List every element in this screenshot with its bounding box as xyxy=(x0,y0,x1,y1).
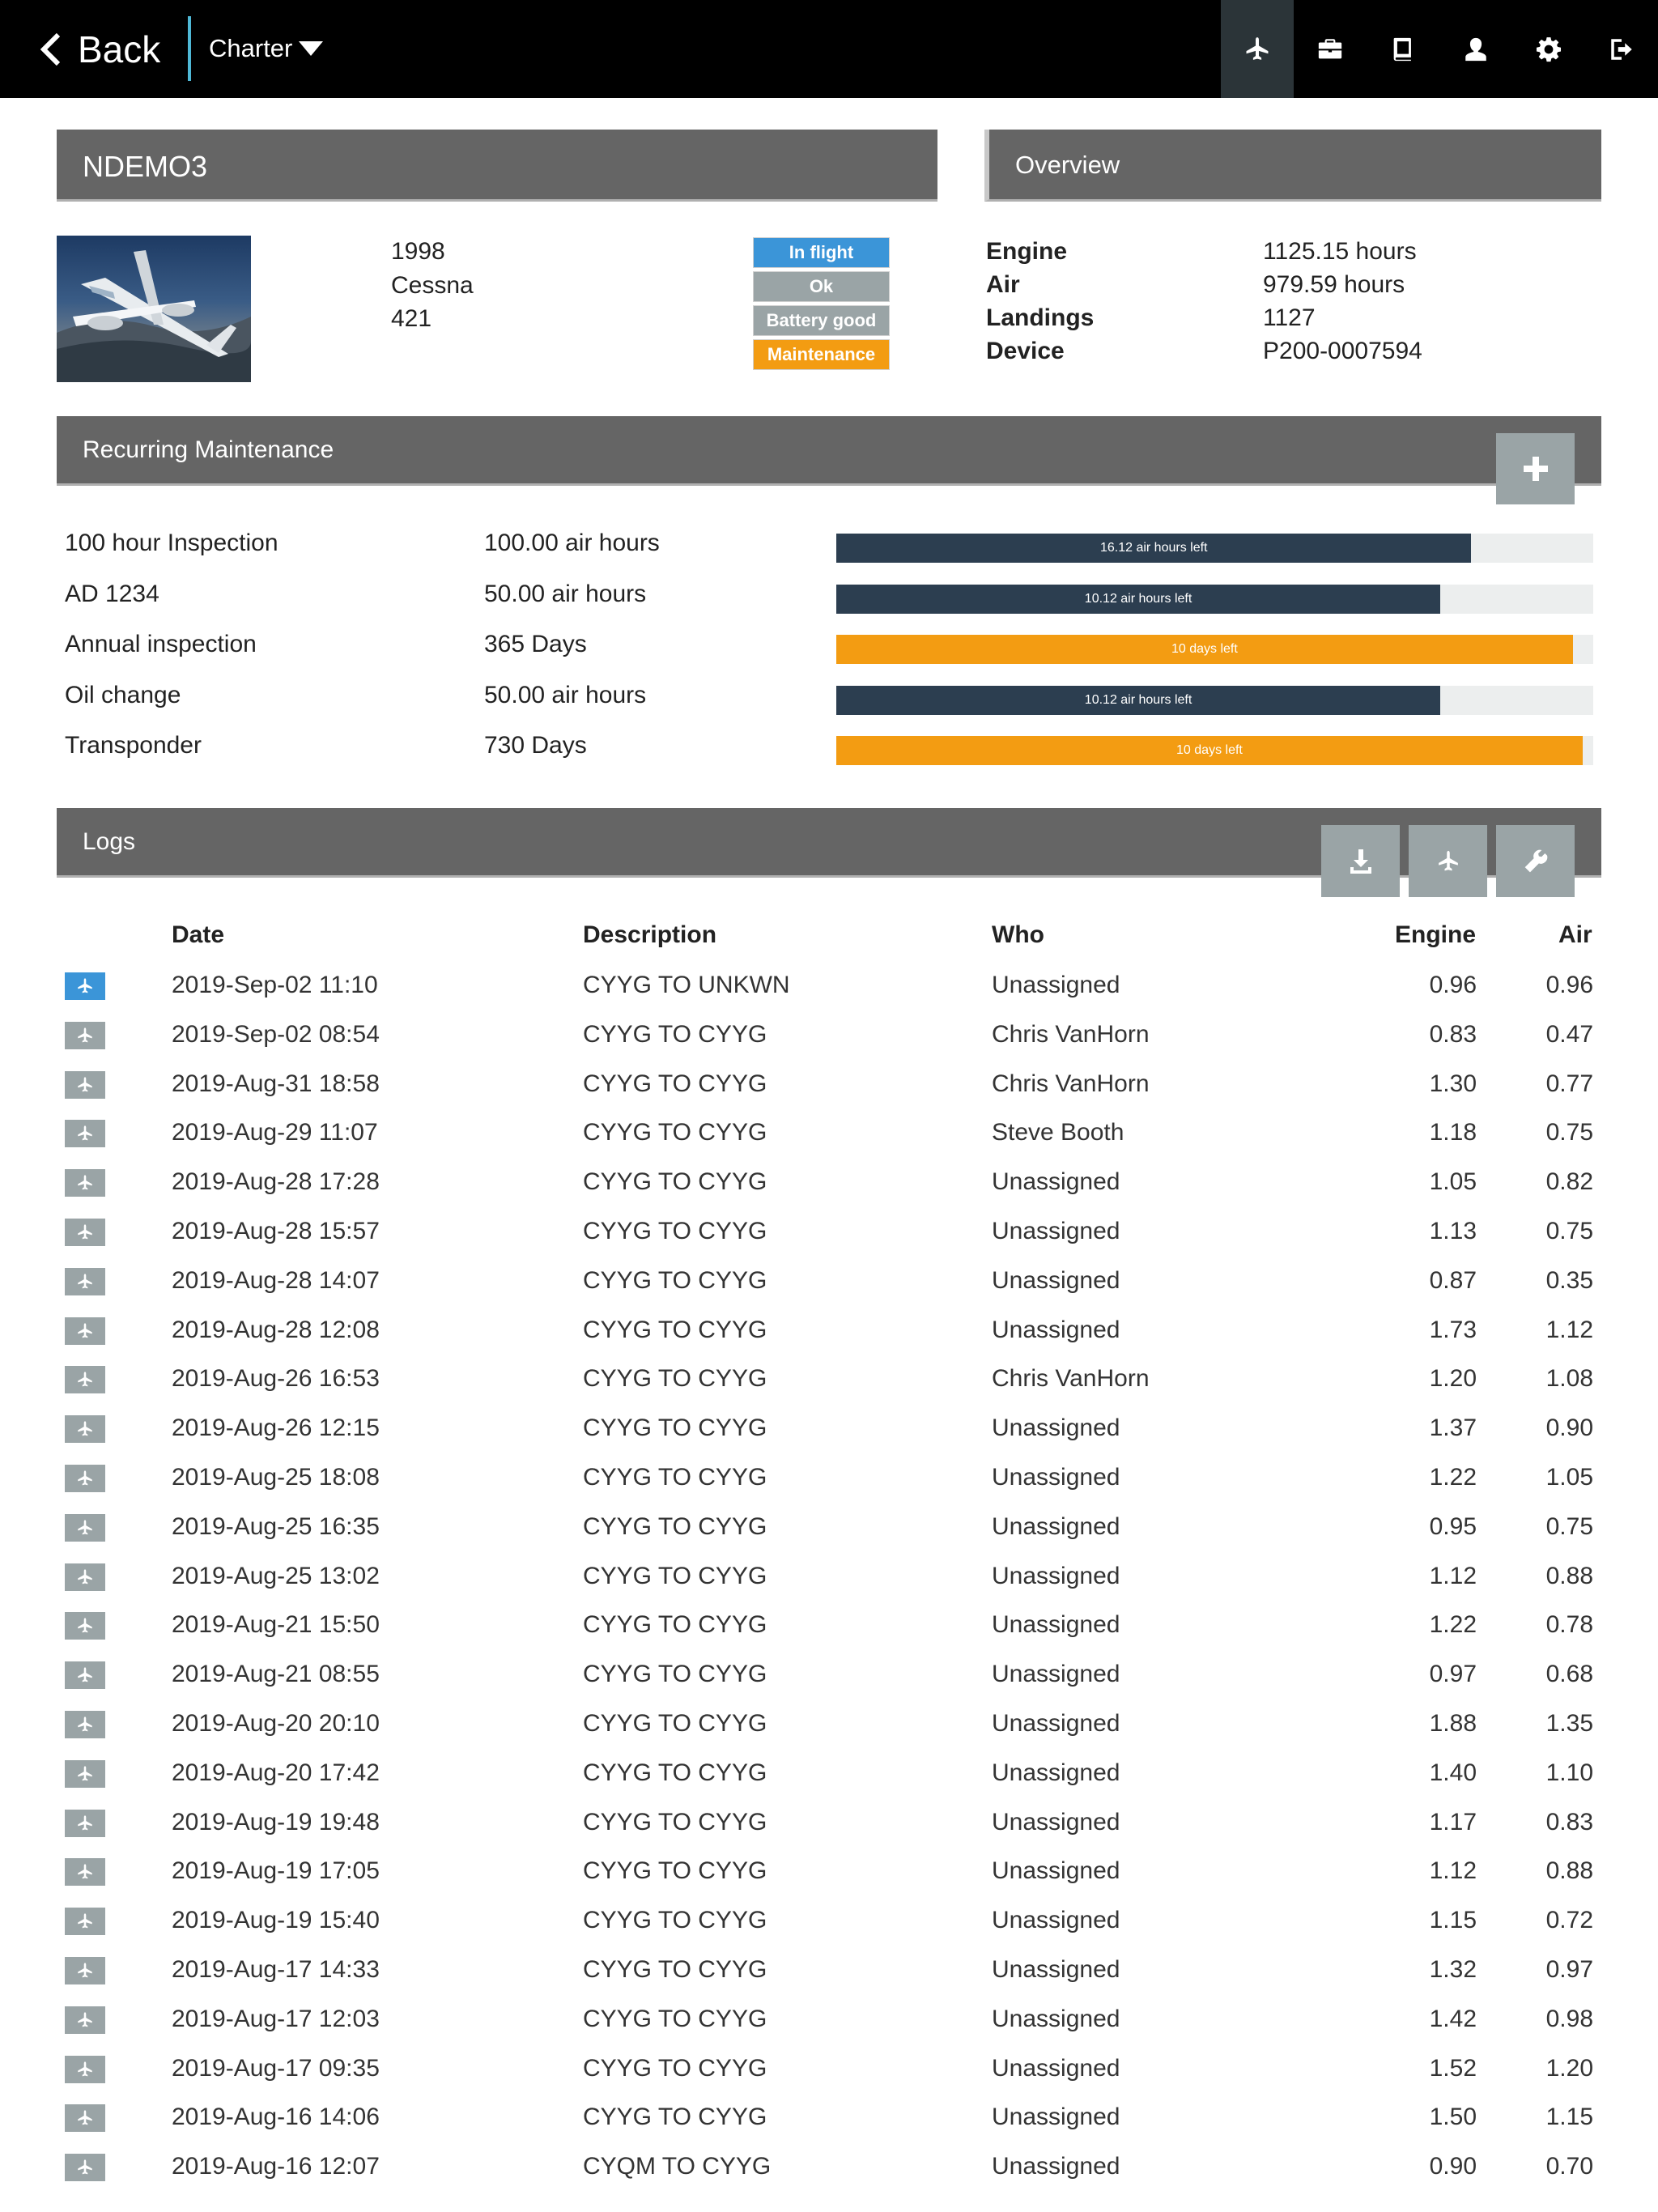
log-air: 1.20 xyxy=(1545,2054,1593,2082)
overview-value: 979.59 hours xyxy=(1263,271,1405,298)
log-air: 0.96 xyxy=(1545,972,1593,998)
airplane-icon xyxy=(76,1912,94,1930)
log-who: Unassigned xyxy=(992,2054,1120,2082)
log-engine: 1.30 xyxy=(1429,1070,1477,1097)
flight-log-button[interactable] xyxy=(65,1169,105,1197)
log-engine: 1.50 xyxy=(1429,2104,1477,2131)
airplane-icon xyxy=(76,1273,94,1291)
table-row[interactable] xyxy=(0,1651,1658,1700)
log-air: 0.90 xyxy=(1545,1414,1593,1442)
log-description: CYYG TO CYYG xyxy=(583,1661,767,1688)
flight-log-button[interactable] xyxy=(65,1661,105,1689)
maintenance-item-interval: 100.00 air hours xyxy=(484,530,660,556)
log-description: CYYG TO CYYG xyxy=(583,1512,767,1540)
log-air: 0.78 xyxy=(1545,1611,1593,1639)
airplane-icon xyxy=(76,1174,94,1192)
charter-dropdown[interactable] xyxy=(209,32,323,65)
table-row[interactable] xyxy=(0,1454,1658,1504)
table-row[interactable] xyxy=(0,2045,1658,2095)
wrench-icon xyxy=(1523,849,1549,874)
flight-log-button[interactable] xyxy=(65,1268,105,1295)
log-engine: 1.73 xyxy=(1429,1316,1477,1343)
table-row[interactable] xyxy=(0,1700,1658,1750)
maintenance-item-name[interactable]: AD 1234 xyxy=(65,580,159,607)
flight-log-button[interactable] xyxy=(65,1858,105,1886)
log-date: 2019-Aug-17 09:35 xyxy=(172,2054,380,2082)
log-date: 2019-Aug-20 20:10 xyxy=(172,1710,380,1737)
log-engine: 1.42 xyxy=(1429,2005,1477,2032)
maintenance-item-name[interactable]: Annual inspection xyxy=(65,631,257,657)
nav-book-button[interactable] xyxy=(1367,0,1439,98)
log-date: 2019-Aug-20 17:42 xyxy=(172,1759,380,1786)
log-engine: 1.18 xyxy=(1429,1119,1477,1146)
log-date: 2019-Aug-21 15:50 xyxy=(172,1611,380,1639)
log-air: 0.75 xyxy=(1545,1218,1593,1244)
flight-log-button[interactable] xyxy=(65,1563,105,1591)
aircraft-model: 421 xyxy=(391,305,432,332)
log-engine: 0.87 xyxy=(1429,1266,1477,1294)
flight-log-button[interactable] xyxy=(65,2154,105,2181)
table-row[interactable] xyxy=(0,1109,1658,1159)
airplane-icon xyxy=(76,1076,94,1094)
maintenance-item-name[interactable]: 100 hour Inspection xyxy=(65,530,278,556)
log-engine: 1.52 xyxy=(1429,2054,1477,2082)
charter-dropdown-label: Charter xyxy=(209,34,293,62)
log-air: 0.35 xyxy=(1545,1266,1593,1294)
log-who: Unassigned xyxy=(992,1464,1120,1491)
log-description: CYYG TO CYYG xyxy=(583,1266,767,1294)
table-row[interactable] xyxy=(0,1257,1658,1307)
overview-label: Engine xyxy=(986,238,1068,265)
log-engine: 1.40 xyxy=(1429,1759,1477,1786)
maintenance-header xyxy=(57,416,1601,486)
log-date: 2019-Sep-02 11:10 xyxy=(172,972,378,998)
log-who: Unassigned xyxy=(992,2104,1120,2131)
logs-title: Logs xyxy=(83,828,136,855)
back-button[interactable] xyxy=(40,26,160,73)
plus-icon xyxy=(1524,457,1548,481)
table-row[interactable] xyxy=(0,1159,1658,1208)
log-date: 2019-Aug-17 14:33 xyxy=(172,1956,380,1983)
flight-log-button[interactable] xyxy=(65,1957,105,1984)
log-date: 2019-Aug-25 18:08 xyxy=(172,1464,380,1491)
log-date: 2019-Aug-26 12:15 xyxy=(172,1414,380,1442)
caret-down-icon xyxy=(299,41,323,56)
log-air: 0.75 xyxy=(1545,1512,1593,1540)
log-who: Steve Booth xyxy=(992,1119,1124,1146)
logout-icon xyxy=(1608,36,1635,63)
log-air: 1.35 xyxy=(1545,1710,1593,1737)
log-who: Unassigned xyxy=(992,1759,1120,1786)
table-row[interactable] xyxy=(0,1011,1658,1061)
table-row[interactable] xyxy=(0,2094,1658,2143)
log-air: 0.72 xyxy=(1545,1907,1593,1934)
airplane-illustration xyxy=(57,236,251,382)
log-description: CYYG TO CYYG xyxy=(583,1414,767,1442)
col-engine[interactable]: Engine xyxy=(1395,921,1477,948)
aircraft-tail-number: NDEMO3 xyxy=(83,150,208,183)
airplane-icon xyxy=(76,1322,94,1340)
maintenance-progress-bar xyxy=(836,686,1593,715)
log-description: CYYG TO CYYG xyxy=(583,1119,767,1146)
airplane-icon xyxy=(76,2061,94,2078)
log-who: Unassigned xyxy=(992,1218,1120,1244)
airplane-icon xyxy=(1436,849,1460,874)
airplane-icon xyxy=(76,977,94,995)
log-description: CYYG TO UNKWN xyxy=(583,972,790,998)
maintenance-progress-bar xyxy=(836,736,1593,765)
flight-log-button[interactable] xyxy=(65,2006,105,2034)
col-description[interactable]: Description xyxy=(583,921,717,948)
airplane-icon xyxy=(76,1470,94,1487)
table-row[interactable] xyxy=(0,1504,1658,1553)
log-who: Chris VanHorn xyxy=(992,1020,1150,1048)
maintenance-progress-bar xyxy=(836,635,1593,664)
log-air: 1.15 xyxy=(1545,2104,1593,2131)
log-date: 2019-Aug-28 17:28 xyxy=(172,1168,380,1196)
flight-log-button[interactable] xyxy=(65,1465,105,1492)
log-date: 2019-Aug-29 11:07 xyxy=(172,1119,378,1146)
airplane-icon xyxy=(76,1863,94,1881)
log-air: 0.82 xyxy=(1545,1168,1593,1196)
flight-log-button[interactable] xyxy=(65,1711,105,1738)
log-engine: 1.32 xyxy=(1429,1956,1477,1983)
log-air: 0.47 xyxy=(1545,1020,1593,1048)
maintenance-item-name[interactable]: Oil change xyxy=(65,681,181,708)
log-engine: 0.96 xyxy=(1429,972,1477,998)
log-engine: 1.37 xyxy=(1429,1414,1477,1442)
log-engine: 1.12 xyxy=(1429,1857,1477,1885)
add-flight-log-button[interactable] xyxy=(1409,825,1487,897)
log-description: CYYG TO CYYG xyxy=(583,1611,767,1639)
log-who: Unassigned xyxy=(992,972,1120,998)
log-date: 2019-Aug-25 13:02 xyxy=(172,1562,380,1589)
log-air: 0.75 xyxy=(1545,1119,1593,1146)
add-maintenance-log-button[interactable] xyxy=(1496,825,1575,897)
progress-label: 16.12 air hours left xyxy=(1099,541,1208,555)
aircraft-header xyxy=(57,130,937,202)
flight-log-button[interactable] xyxy=(65,1612,105,1640)
log-engine: 1.22 xyxy=(1429,1464,1477,1491)
overview-title: Overview xyxy=(1015,151,1120,179)
log-air: 0.83 xyxy=(1545,1808,1593,1836)
book-icon xyxy=(1389,36,1417,63)
log-description: CYYG TO CYYG xyxy=(583,1808,767,1836)
log-description: CYYG TO CYYG xyxy=(583,1464,767,1491)
table-row[interactable] xyxy=(0,1946,1658,1996)
download-icon xyxy=(1349,849,1373,874)
log-description: CYYG TO CYYG xyxy=(583,1907,767,1934)
top-nav-bar xyxy=(0,0,1658,98)
maintenance-item-name[interactable]: Transponder xyxy=(65,732,202,759)
flight-log-button[interactable] xyxy=(65,2056,105,2083)
airplane-icon xyxy=(76,1519,94,1537)
back-label: Back xyxy=(78,28,161,70)
maintenance-item-interval: 730 Days xyxy=(484,732,587,759)
status-badge: Battery good xyxy=(753,305,890,336)
col-who[interactable]: Who xyxy=(992,921,1044,948)
aircraft-make: Cessna xyxy=(391,272,474,299)
flight-log-button[interactable] xyxy=(65,1219,105,1246)
log-date: 2019-Aug-28 15:57 xyxy=(172,1218,380,1244)
maintenance-progress-bar xyxy=(836,534,1593,563)
log-who: Unassigned xyxy=(992,1808,1120,1836)
airplane-icon xyxy=(76,1420,94,1438)
progress-label: 10.12 air hours left xyxy=(1084,692,1192,707)
table-row[interactable] xyxy=(0,1848,1658,1897)
table-row[interactable] xyxy=(0,1602,1658,1651)
airplane-icon xyxy=(76,1223,94,1241)
nav-logout-button[interactable] xyxy=(1585,0,1658,98)
overview-value: 1125.15 hours xyxy=(1263,238,1417,265)
log-description: CYYG TO CYYG xyxy=(583,2005,767,2032)
airplane-icon xyxy=(1244,36,1271,63)
airplane-icon xyxy=(76,1666,94,1684)
airplane-icon xyxy=(76,1617,94,1635)
log-air: 0.68 xyxy=(1545,1661,1593,1688)
table-row[interactable] xyxy=(0,1750,1658,1799)
log-who: Unassigned xyxy=(992,1956,1120,1983)
chevron-left-icon xyxy=(40,33,60,66)
overview-label: Device xyxy=(986,338,1065,364)
log-description: CYYG TO CYYG xyxy=(583,1759,767,1786)
table-row[interactable] xyxy=(0,1355,1658,1405)
log-date: 2019-Aug-28 12:08 xyxy=(172,1316,380,1343)
log-description: CYYG TO CYYG xyxy=(583,1365,767,1393)
log-description: CYYG TO CYYG xyxy=(583,1562,767,1589)
flight-log-button[interactable] xyxy=(65,1366,105,1393)
overview-label: Landings xyxy=(986,304,1095,331)
nav-briefcase-button[interactable] xyxy=(1294,0,1367,98)
airplane-icon xyxy=(76,2109,94,2127)
log-engine: 1.17 xyxy=(1429,1808,1477,1836)
table-row[interactable] xyxy=(0,1996,1658,2045)
airplane-icon xyxy=(76,1814,94,1832)
log-who: Unassigned xyxy=(992,1562,1120,1589)
log-air: 0.98 xyxy=(1545,2005,1593,2032)
log-who: Unassigned xyxy=(992,1907,1120,1934)
log-air: 1.12 xyxy=(1545,1316,1593,1343)
airplane-icon xyxy=(76,2011,94,2029)
log-date: 2019-Aug-16 14:06 xyxy=(172,2104,380,2131)
log-engine: 0.97 xyxy=(1429,1661,1477,1688)
maintenance-item-interval: 50.00 air hours xyxy=(484,580,647,607)
flight-log-button[interactable] xyxy=(65,1908,105,1935)
airplane-icon xyxy=(76,1962,94,1980)
nav-icon-group xyxy=(1221,0,1658,98)
status-badge: Ok xyxy=(753,271,890,302)
log-date: 2019-Aug-16 12:07 xyxy=(172,2153,380,2180)
table-row[interactable] xyxy=(0,1307,1658,1356)
log-who: Unassigned xyxy=(992,1316,1120,1343)
log-engine: 1.20 xyxy=(1429,1365,1477,1393)
nav-settings-button[interactable] xyxy=(1512,0,1585,98)
status-badge: Maintenance xyxy=(753,339,890,370)
table-row[interactable] xyxy=(0,962,1658,1011)
log-who: Unassigned xyxy=(992,2153,1120,2180)
flight-log-button[interactable] xyxy=(65,972,105,1000)
status-badge: In flight xyxy=(753,237,890,268)
log-description: CYYG TO CYYG xyxy=(583,1218,767,1244)
flight-log-button[interactable] xyxy=(65,1120,105,1147)
aircraft-year: 1998 xyxy=(391,238,445,265)
log-description: CYYG TO CYYG xyxy=(583,1168,767,1196)
log-date: 2019-Aug-28 14:07 xyxy=(172,1266,380,1294)
overview-header xyxy=(984,130,1601,202)
log-description: CYYG TO CYYG xyxy=(583,1316,767,1343)
log-description: CYQM TO CYYG xyxy=(583,2153,772,2180)
overview-label: Air xyxy=(986,271,1020,298)
log-date: 2019-Aug-17 12:03 xyxy=(172,2005,380,2032)
overview-value: P200-0007594 xyxy=(1263,338,1422,364)
flight-log-button[interactable] xyxy=(65,1071,105,1099)
log-date: 2019-Aug-31 18:58 xyxy=(172,1070,380,1097)
nav-aircraft-button[interactable] xyxy=(1221,0,1294,98)
log-who: Unassigned xyxy=(992,1266,1120,1294)
log-description: CYYG TO CYYG xyxy=(583,1070,767,1097)
log-description: CYYG TO CYYG xyxy=(583,1020,767,1048)
flight-log-button[interactable] xyxy=(65,2104,105,2132)
log-air: 1.10 xyxy=(1545,1759,1593,1786)
log-description: CYYG TO CYYG xyxy=(583,1857,767,1885)
maintenance-title: Recurring Maintenance xyxy=(83,436,334,463)
log-who: Chris VanHorn xyxy=(992,1365,1150,1393)
briefcase-icon xyxy=(1316,36,1344,63)
add-maintenance-button[interactable] xyxy=(1496,433,1575,504)
log-air: 0.70 xyxy=(1545,2153,1593,2180)
col-air[interactable]: Air xyxy=(1558,921,1592,948)
log-who: Chris VanHorn xyxy=(992,1070,1150,1097)
airplane-icon xyxy=(76,1765,94,1783)
progress-label: 10.12 air hours left xyxy=(1084,591,1192,606)
col-date[interactable]: Date xyxy=(172,921,225,948)
download-logs-button[interactable] xyxy=(1321,825,1400,897)
airplane-icon xyxy=(76,2159,94,2176)
table-row[interactable] xyxy=(0,1208,1658,1257)
overview-value: 1127 xyxy=(1263,304,1316,331)
log-description: CYYG TO CYYG xyxy=(583,1710,767,1737)
progress-label: 10 days left xyxy=(1176,743,1243,757)
log-who: Unassigned xyxy=(992,1710,1120,1737)
table-row[interactable] xyxy=(0,1405,1658,1454)
table-row[interactable] xyxy=(0,1553,1658,1602)
airplane-icon xyxy=(76,1371,94,1389)
log-who: Unassigned xyxy=(992,1611,1120,1639)
log-air: 1.05 xyxy=(1545,1464,1593,1491)
log-engine: 1.13 xyxy=(1429,1218,1477,1244)
log-engine: 1.12 xyxy=(1429,1562,1477,1589)
flight-log-button[interactable] xyxy=(65,1810,105,1837)
log-air: 0.88 xyxy=(1545,1857,1593,1885)
maintenance-item-interval: 50.00 air hours xyxy=(484,681,647,708)
nav-user-button[interactable] xyxy=(1439,0,1512,98)
log-who: Unassigned xyxy=(992,1168,1120,1196)
log-date: 2019-Aug-19 19:48 xyxy=(172,1808,380,1836)
log-engine: 0.95 xyxy=(1429,1512,1477,1540)
log-date: 2019-Aug-19 15:40 xyxy=(172,1907,380,1934)
log-air: 1.08 xyxy=(1545,1365,1593,1393)
gear-icon xyxy=(1535,36,1562,63)
log-who: Unassigned xyxy=(992,1512,1120,1540)
log-engine: 1.15 xyxy=(1429,1907,1477,1934)
log-description: CYYG TO CYYG xyxy=(583,2104,767,2131)
log-engine: 0.83 xyxy=(1429,1020,1477,1048)
airplane-icon xyxy=(76,1027,94,1044)
airplane-icon xyxy=(76,1716,94,1733)
airplane-icon xyxy=(76,1125,94,1142)
table-row[interactable] xyxy=(0,2143,1658,2193)
log-date: 2019-Aug-19 17:05 xyxy=(172,1857,380,1885)
log-description: CYYG TO CYYG xyxy=(583,2054,767,2082)
log-engine: 1.88 xyxy=(1429,1710,1477,1737)
log-who: Unassigned xyxy=(992,1661,1120,1688)
airplane-icon xyxy=(76,1568,94,1586)
log-who: Unassigned xyxy=(992,2005,1120,2032)
log-air: 0.97 xyxy=(1545,1956,1593,1983)
flight-log-button[interactable] xyxy=(65,1514,105,1542)
user-icon xyxy=(1462,36,1490,63)
progress-label: 10 days left xyxy=(1171,642,1238,656)
log-date: 2019-Aug-21 08:55 xyxy=(172,1661,380,1688)
table-row[interactable] xyxy=(0,1799,1658,1848)
log-engine: 1.05 xyxy=(1429,1168,1477,1196)
flight-log-button[interactable] xyxy=(65,1317,105,1345)
log-who: Unassigned xyxy=(992,1414,1120,1442)
maintenance-item-interval: 365 Days xyxy=(484,631,587,657)
maintenance-progress-bar xyxy=(836,585,1593,614)
log-date: 2019-Sep-02 08:54 xyxy=(172,1020,380,1048)
flight-log-button[interactable] xyxy=(65,1022,105,1049)
log-date: 2019-Aug-26 16:53 xyxy=(172,1365,380,1393)
aircraft-photo xyxy=(57,236,251,382)
flight-log-button[interactable] xyxy=(65,1760,105,1788)
log-air: 0.77 xyxy=(1545,1070,1593,1097)
log-air: 0.88 xyxy=(1545,1562,1593,1589)
log-date: 2019-Aug-25 16:35 xyxy=(172,1512,380,1540)
nav-divider xyxy=(188,16,191,81)
log-who: Unassigned xyxy=(992,1857,1120,1885)
log-description: CYYG TO CYYG xyxy=(583,1956,767,1983)
flight-log-button[interactable] xyxy=(65,1415,105,1443)
table-row[interactable] xyxy=(0,1061,1658,1110)
log-engine: 1.22 xyxy=(1429,1611,1477,1639)
table-row[interactable] xyxy=(0,1897,1658,1946)
log-engine: 0.90 xyxy=(1429,2153,1477,2180)
